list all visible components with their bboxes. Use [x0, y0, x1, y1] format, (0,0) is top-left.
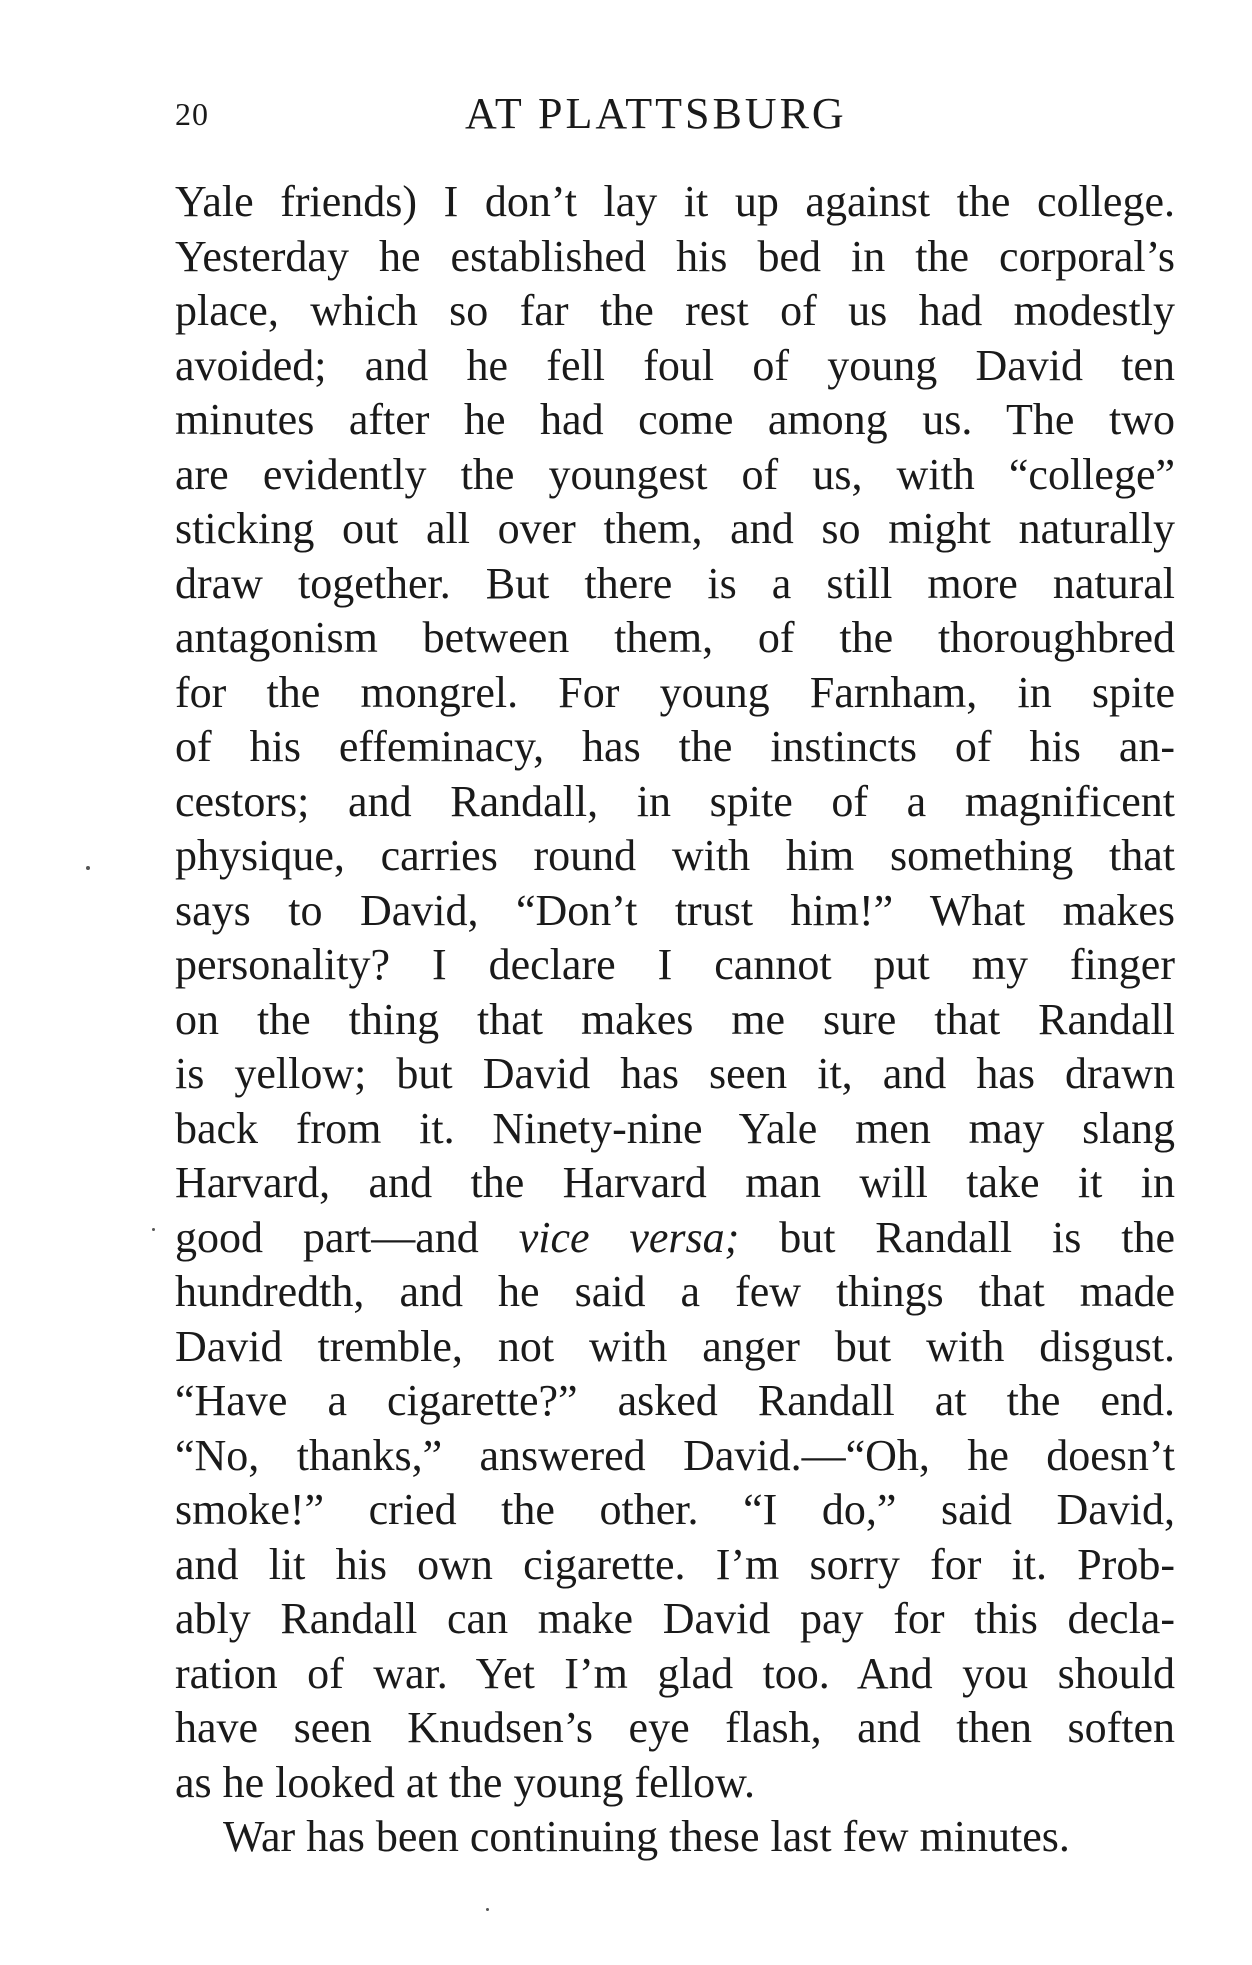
- page-number: 20: [175, 96, 209, 132]
- text-line: have seen Knudsen’s eye flash, and then soften: [175, 1703, 1175, 1752]
- text-line: is yellow; but David has seen it, and has drawn: [175, 1049, 1175, 1098]
- text-line: as he looked at the young fellow.: [175, 1757, 755, 1807]
- text-line: Harvard, and the Harvard man will take it in: [175, 1158, 1175, 1207]
- text-line: ably Randall can make David pay for this decla-: [175, 1594, 1175, 1643]
- text-line-with-italic: [175, 1211, 1175, 1266]
- text-line: Yale friends) I don’t lay it up against the college.: [175, 177, 1175, 226]
- text-line: ration of war. Yet I’m glad too. And you should: [175, 1648, 1175, 1698]
- print-speck: [486, 1908, 489, 1911]
- running-title: AT PLATTSBURG: [465, 89, 847, 138]
- text-line: “No, thanks,” answered David.—“Oh, he doesn’t: [175, 1430, 1175, 1480]
- text-line: physique, carries round with him something that: [175, 831, 1175, 880]
- text-line: “Have a cigarette?” asked Randall at the end.: [175, 1376, 1175, 1425]
- text-line: sticking out all over them, and so might naturally: [175, 504, 1175, 553]
- text-line: smoke!” cried the other. “I do,” said David,: [175, 1485, 1175, 1534]
- text-line: on the thing that makes me sure that Randall: [175, 994, 1175, 1044]
- text-line: are evidently the youngest of us, with “college”: [175, 449, 1175, 499]
- text-line: back from it. Ninety-nine Yale men may slang: [175, 1103, 1175, 1153]
- text-line: minutes after he had come among us. The two: [175, 395, 1175, 444]
- text-line: for the mongrel. For young Farnham, in spite: [175, 667, 1175, 717]
- text-line: Yesterday he established his bed in the corporal’s: [175, 231, 1175, 281]
- text-line: place, which so far the rest of us had modestly: [175, 286, 1175, 335]
- body-text: [175, 175, 1175, 1865]
- text-line: draw together. But there is a still more natural: [175, 558, 1175, 608]
- text-line: of his effeminacy, has the instincts of his an-: [175, 722, 1175, 771]
- italic-phrase: vice versa;: [518, 1212, 740, 1262]
- print-speck: [86, 866, 90, 870]
- text-line: cestors; and Randall, in spite of a magnificent: [175, 776, 1175, 826]
- text-line: avoided; and he fell foul of young David ten: [175, 340, 1175, 390]
- text-line: David tremble, not with anger but with disgust.: [175, 1321, 1175, 1371]
- text-line: and lit his own cigarette. I’m sorry for it. Prob-: [175, 1539, 1175, 1589]
- text-fragment: good part—and: [175, 1212, 519, 1262]
- text-fragment: but Randall is the: [739, 1212, 1175, 1262]
- text-line: personality? I declare I cannot put my finger: [175, 940, 1175, 989]
- text-line: antagonism between them, of the thoroughbred: [175, 613, 1175, 662]
- text-line: hundredth, and he said a few things that made: [175, 1267, 1175, 1316]
- page-header: [175, 88, 1175, 148]
- text-line: War has been continuing these last few minutes.: [223, 1812, 1070, 1861]
- text-line: says to David, “Don’t trust him!” What makes: [175, 885, 1175, 935]
- print-speck: [152, 1228, 155, 1231]
